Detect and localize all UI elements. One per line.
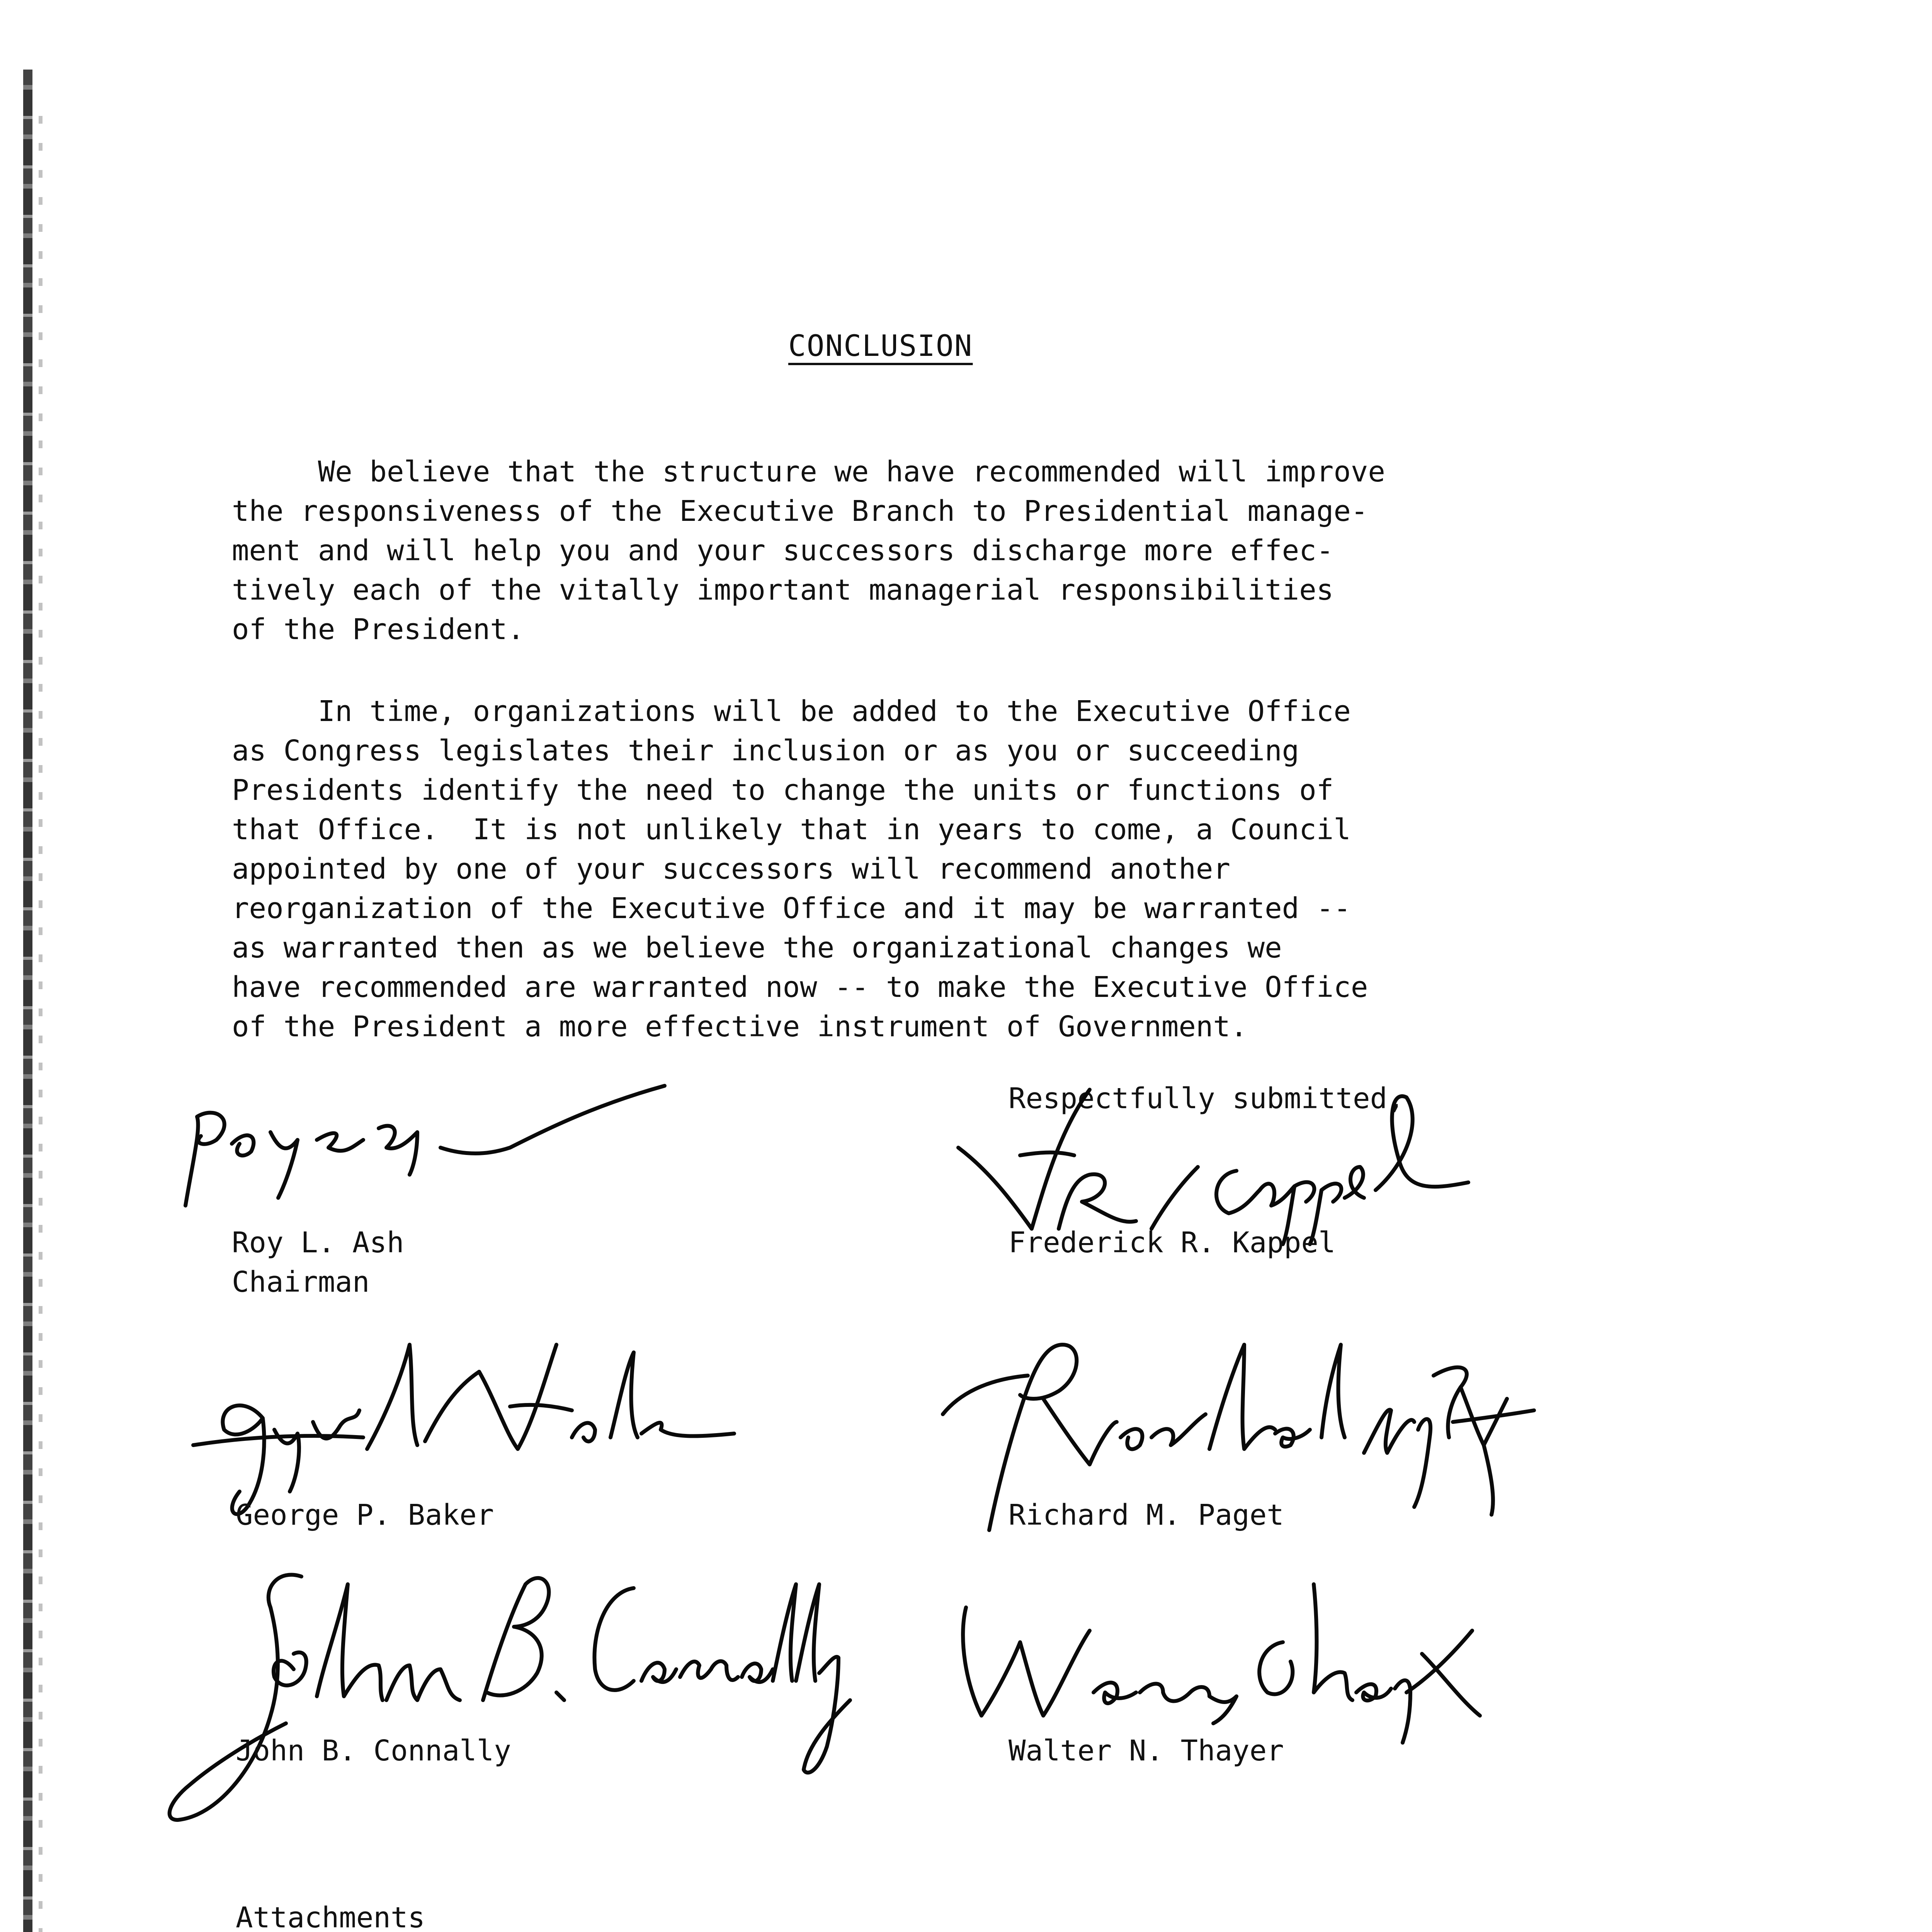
paragraph-1: We believe that the structure we have recommended will improve the responsiveness of the Executive Branch to Presidential manage- ment and will help you and your successors discharge more effec- tively each of the vitally important managerial responsibilities of the President. bbox=[232, 455, 1385, 646]
signatory-roy-ash bbox=[232, 1223, 404, 1302]
signatory-george-baker bbox=[236, 1495, 494, 1535]
paragraph-2: In time, organizations will be added to the Executive Office as Congress legislates their inclusion or as you or succeeding Presidents identify the need to change the units or functions of that Office. It is not unlikely that in years to come, a Council appointed by one of your successors will recommend another reorganization of the Executive Office and it may be warranted -- as warranted then as we believe the organizational changes we have recommended are warranted now -- to make the Executive Office of the President a more effective instrument of Government. bbox=[232, 695, 1368, 1043]
signature-walter-thayer bbox=[943, 1577, 1492, 1747]
signature-frederick-kappel bbox=[943, 1074, 1484, 1248]
signatory-name: Frederick R. Kappel bbox=[1009, 1226, 1336, 1259]
signatory-name: Richard M. Paget bbox=[1009, 1498, 1284, 1532]
signatory-walter-thayer bbox=[1009, 1731, 1284, 1770]
signatory-name: John B. Connally bbox=[236, 1734, 511, 1767]
signatory-name: Walter N. Thayer bbox=[1009, 1734, 1284, 1767]
closing-line: Respectfully submitted, bbox=[1009, 1082, 1405, 1115]
signatory-richard-paget bbox=[1009, 1495, 1284, 1535]
signatory-name: Roy L. Ash bbox=[232, 1226, 404, 1259]
attachments-label: Attachments bbox=[236, 1901, 425, 1932]
scan-left-edge bbox=[23, 70, 32, 1932]
page-title: CONCLUSION bbox=[788, 328, 973, 363]
signature-george-baker bbox=[185, 1321, 765, 1522]
signatory-frederick-kappel bbox=[1009, 1223, 1335, 1262]
scan-left-edge-noise bbox=[39, 116, 43, 1932]
signature-john-connally bbox=[155, 1553, 858, 1832]
signature-roy-ash bbox=[170, 1082, 730, 1229]
signatory-role: Chairman bbox=[232, 1265, 370, 1299]
signatory-name: George P. Baker bbox=[236, 1498, 494, 1532]
signatory-john-connally bbox=[236, 1731, 511, 1770]
